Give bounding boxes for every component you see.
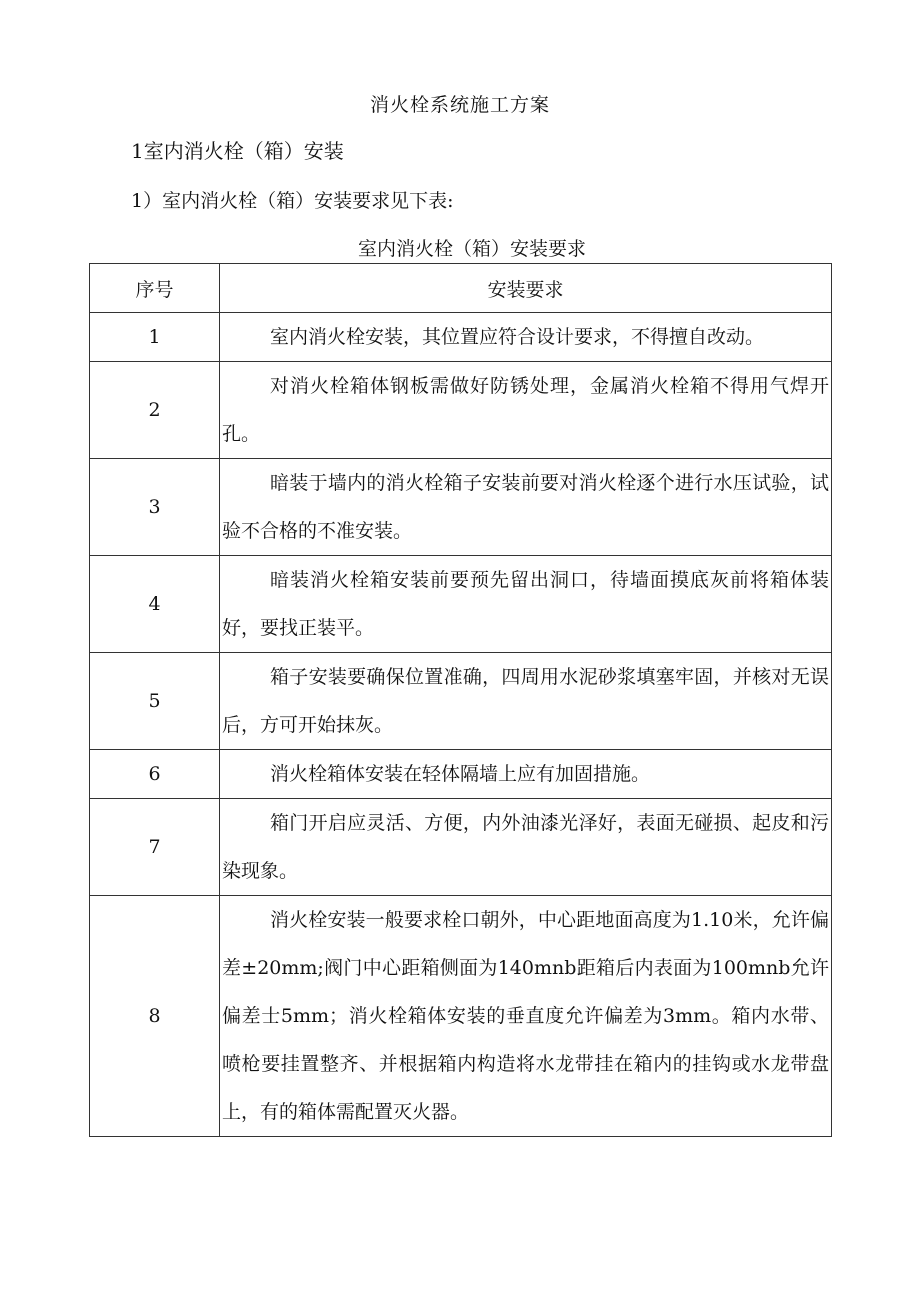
table-row [90, 799, 832, 896]
intro-paragraph: 1）室内消火栓（箱）安装要求见下表: [131, 190, 454, 212]
row-requirement: 室内消火栓安装，其位置应符合设计要求，不得擅自改动。 [220, 313, 832, 362]
table-row [90, 750, 832, 799]
row-requirement: 消火栓箱体安装在轻体隔墙上应有加固措施。 [220, 750, 832, 799]
section-heading: 1室内消火栓（箱）安装 [131, 139, 344, 163]
row-number: 1 [90, 313, 220, 362]
table-row [90, 459, 832, 556]
row-number: 2 [90, 362, 220, 459]
row-requirement: 暗装于墙内的消火栓箱子安装前要对消火栓逐个进行水压试验，试验不合格的不准安装。 [220, 459, 832, 556]
header-requirement: 安装要求 [220, 264, 832, 313]
row-number: 8 [90, 896, 220, 1137]
row-number: 7 [90, 799, 220, 896]
table-caption: 室内消火栓（箱）安装要求 [357, 238, 586, 260]
table-row [90, 362, 832, 459]
table-row [90, 556, 832, 653]
row-number: 4 [90, 556, 220, 653]
header-number: 序号 [90, 264, 220, 313]
row-requirement: 箱门开启应灵活、方便，内外油漆光泽好，表面无碰损、起皮和污染现象。 [220, 799, 832, 896]
row-requirement: 箱子安装要确保位置准确，四周用水泥砂浆填塞牢固，并核对无误后，方可开始抹灰。 [220, 653, 832, 750]
document-title: 消火栓系统施工方案 [369, 94, 550, 116]
row-number: 5 [90, 653, 220, 750]
row-number: 3 [90, 459, 220, 556]
table-row [90, 896, 832, 1137]
row-requirement: 消火栓安装一般要求栓口朝外，中心距地面高度为1.10米，允许偏差±20mm;阀门中心距箱侧面为140mnb距箱后内表面为100mnb允许偏差士5mm；消火栓箱体安装的垂直度允许偏差为3mm。箱内水带、喷枪要挂置整齐、并根据箱内构造将水龙带挂在箱内的挂钩或水龙带盘上，有的箱体需配置灭火器。 [220, 896, 832, 1137]
table-row [90, 313, 832, 362]
requirements-table [89, 263, 832, 1137]
row-requirement: 对消火栓箱体钢板需做好防锈处理，金属消火栓箱不得用气焊开孔。 [220, 362, 832, 459]
row-number: 6 [90, 750, 220, 799]
row-requirement: 暗装消火栓箱安装前要预先留出洞口，待墙面摸底灰前将箱体装好，要找正装平。 [220, 556, 832, 653]
table-header-row [90, 264, 832, 313]
table-row [90, 653, 832, 750]
